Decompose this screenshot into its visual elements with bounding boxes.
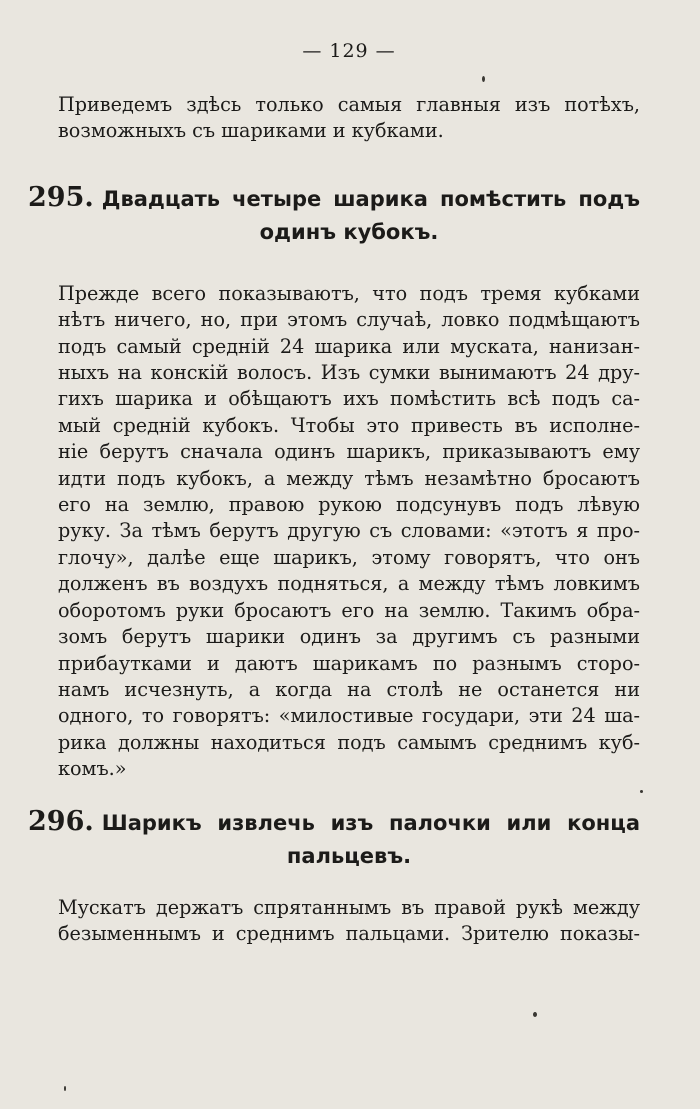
section-295-title-line1: Двадцать четыре шарика помѣстить подъ [101,186,640,211]
body-line: Мускатъ держатъ спрятаннымъ въ правой рукѣ между [58,895,640,919]
body-line: идти подъ кубокъ, а между тѣмъ незамѣтно бросаютъ [58,466,640,490]
body-line: гихъ шарика и обѣщаютъ ихъ помѣстить всѣ подъ са- [58,387,640,411]
body-line: его на землю, правою рукою подсунувъ подъ лѣвую [58,493,640,517]
body-line: руку. За тѣмъ берутъ другую съ словами: «этотъ я про- [58,519,640,543]
section-296-title-line1: Шарикъ извлечь изъ палочки или конца [101,810,640,835]
body-line: безыменнымъ и среднимъ пальцами. Зрителю показы- [58,921,640,945]
print-speck [64,1086,66,1091]
body-line: глочу», далѣе еще шарикъ, этому говорятъ, что онъ [58,545,640,569]
intro-line: возможныхъ съ шариками и кубками. [58,119,444,143]
section-295-title-line2: одинъ кубокъ. [259,219,439,244]
section-296-heading [28,805,640,873]
body-line: подъ самый среднiй 24 шарика или муската, нанизан- [58,334,640,358]
body-line: намъ исчезнуть, а когда на столѣ не останется ни [58,677,640,701]
body-line: нѣтъ ничего, но, при этомъ случаѣ, ловко подмѣщаютъ [58,308,640,332]
body-line: нiе берутъ сначала одинъ шарикъ, приказываютъ ему [58,440,640,464]
section-295-heading-line1 [28,181,640,216]
print-speck [640,790,643,793]
section-295-heading [28,181,640,249]
body-line: долженъ въ воздухъ подняться, а между тѣмъ ловкимъ [58,572,640,596]
section-296-number: 296. [28,805,94,837]
section-296-heading-line1 [28,805,640,840]
section-295-body [58,281,640,783]
body-line: одного, то говорятъ: «милостивые государи, эти 24 ша- [58,704,640,728]
body-line: зомъ берутъ шарики одинъ за другимъ съ разными [58,625,640,649]
intro-paragraph [58,92,640,145]
body-line: рика должны находиться подъ самымъ среднимъ куб- [58,730,640,754]
page-number: — 129 — [302,40,396,62]
section-296-body [58,895,640,948]
section-295-number: 295. [28,181,94,213]
body-line: Прежде всего показываютъ, что подъ тремя кубками [58,281,640,305]
print-speck [482,76,485,82]
section-296-title-line2: пальцевъ. [286,843,412,868]
print-speck [533,1012,537,1017]
body-line: оборотомъ руки бросаютъ его на землю. Такимъ обра- [58,598,640,622]
body-line: прибаутками и даютъ шарикамъ по разнымъ сторо- [58,651,640,675]
body-line: ныхъ на конскiй волосъ. Изъ сумки вынимаютъ 24 дру- [58,361,640,385]
body-line: мый среднiй кубокъ. Чтобы это привесть въ исполне- [58,413,640,437]
body-line: комъ.» [58,757,127,781]
intro-line: Приведемъ здѣсь только самыя главныя изъ потѣхъ, [58,93,640,116]
